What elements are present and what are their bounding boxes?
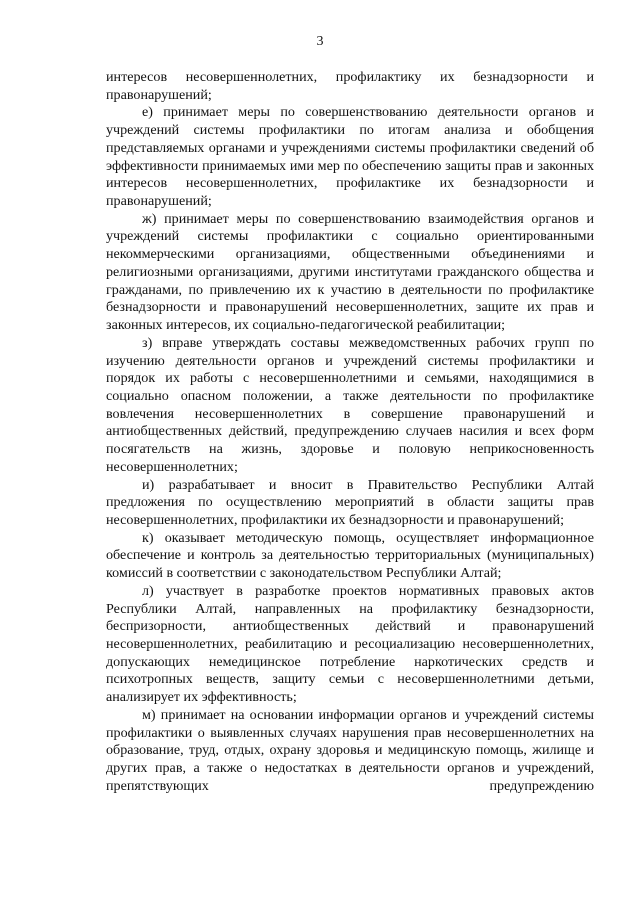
paragraph-item-m: м) принимает на основании информации органов и учреждений системы профилактики о выявленных случаях нарушения прав несовершеннолетних на образование, труд, отдых, охрану здоровья и медицинскую помощь, жилище и других прав, а также о недостатках в деятельности органов и учреждений, препятствующих предупреждению <box>106 706 594 794</box>
page-number: 3 <box>316 34 324 49</box>
paragraph-item-e: е) принимает меры по совершенствованию деятельности органов и учреждений системы профилактики по итогам анализа и обобщения представляемых органами и учреждениями системы профилактики сведений об эффективности принимаемых ими мер по обеспечению защиты прав и законных интересов несовершеннолетних, профилактике их безнадзорности и правонарушений; <box>106 104 594 210</box>
document-body <box>106 69 594 795</box>
paragraph-item-i: и) разрабатывает и вносит в Правительство Республики Алтай предложения по осуществлению мероприятий в области защиты прав несовершеннолетних, профилактики их безнадзорности и правонарушений; <box>106 476 594 528</box>
paragraph-item-zh: ж) принимает меры по совершенствованию взаимодействия органов и учреждений системы профилактики с социально ориентированными некоммерческими организациями, общественными объединениями и религиозными организациями, другими институтами гражданского общества и гражданами, по привлечению их к участию в деятельности по профилактике безнадзорности и правонарушений несовершеннолетних, защите их прав и законных интересов, их социально-педагогической реабилитации; <box>106 210 594 334</box>
paragraph-item-k: к) оказывает методическую помощь, осуществляет информационное обеспечение и контроль за деятельностью территориальных (муниципальных) комиссий в соответствии с законодательством Республики Алтай; <box>106 529 594 582</box>
paragraph-item-z: з) вправе утверждать составы межведомственных рабочих групп по изучению деятельности органов и учреждений системы профилактики и порядок их работы с несовершеннолетними и семьями, находящимися в социально опасном положении, а также деятельности по профилактике вовлечения несовершеннолетних в совершение правонарушений и антиобщественных действий, предупреждению случаев насилия и всех форм посягательств на жизнь, здоровье и половую неприкосновенность несовершеннолетних; <box>106 334 594 475</box>
paragraph-continuation: интересов несовершеннолетних, профилактику их безнадзорности и правонарушений; <box>106 69 594 103</box>
paragraph-item-l: л) участвует в разработке проектов нормативных правовых актов Республики Алтай, направленных на профилактику безнадзорности, беспризорности, антиобщественных действий и правонарушений несовершеннолетних, реабилитацию и ресоциализацию несовершеннолетних, допускающих немедицинское потребление наркотических средств и психотропных веществ, защиту семьи с несовершеннолетними детьми, анализирует их эффективность; <box>106 582 594 706</box>
